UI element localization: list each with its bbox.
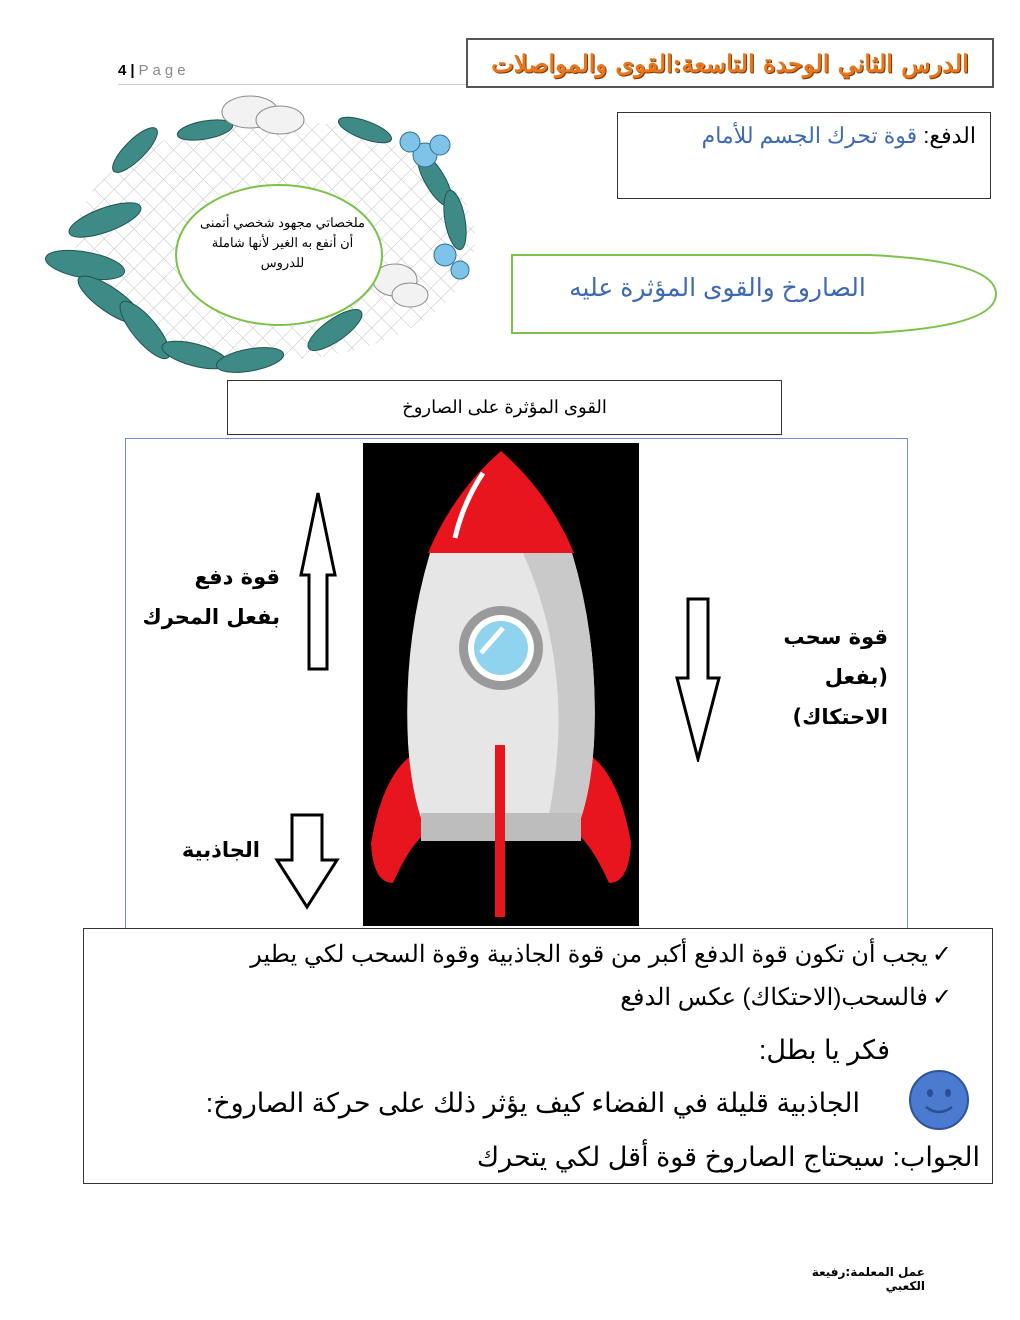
thrust-label-line2: بفعل المحرك [142,605,280,629]
definition-box [617,112,991,199]
page-number-value: 4 [118,62,127,79]
header-divider [118,84,466,85]
summary-note: ملخصاتي مجهود شخصي أتمنى أن أنفع به الغير لأنها شاملة للدروس [200,215,365,270]
page-word: Page [138,62,190,79]
thrust-arrow [298,490,338,672]
section-heading: الصاروخ والقوى المؤثرة عليه [569,274,866,302]
smiley-icon [908,1069,970,1131]
gravity-arrow [274,812,340,910]
page-separator: | [130,62,135,79]
rocket-image [363,443,639,926]
summary-bullet-1 [250,940,952,969]
thrust-label [140,557,280,637]
lesson-title: الدرس الثاني الوحدة التاسعة:القوى والمواصلات [491,48,969,78]
summary-bullet-2 [620,983,952,1012]
think-answer: الجواب: سيحتاج الصاروخ قوة أقل لكي يتحرك [476,1142,980,1172]
think-question: الجاذبية قليلة في الفضاء كيف يؤثر ذلك على حركة الصاروخ: [205,1088,860,1118]
check-icon: ✓ [931,941,952,968]
summary-bullet-1-text: يجب أن تكون قوة الدفع أكبر من قوة الجاذبية وقوة السحب لكي يطير [250,941,928,968]
summary-bullet-2-text: فالسحب(الاحتكاك) عكس الدفع [620,984,928,1011]
drag-arrow [674,596,722,762]
think-heading: فكر يا بطل: [758,1035,890,1065]
diagram-title-box [227,380,782,435]
definition-term: الدفع: [923,123,976,148]
gravity-label: الجاذبية [181,838,260,862]
drag-label [725,617,888,737]
check-icon: ✓ [931,984,952,1011]
definition-text: قوة تحرك الجسم للأمام [701,123,918,148]
diagram-title: القوى المؤثرة على الصاروخ [402,397,607,417]
drag-label-line1: قوة سحب [783,625,888,649]
drag-label-line2: (بفعل الاحتكاك) [792,665,888,729]
thrust-label-line1: قوة دفع [194,565,280,589]
lesson-title-box [466,38,994,88]
teacher-credit: عمل المعلمة:رفيعة الكعبي [811,1265,925,1293]
page-number [118,62,190,79]
